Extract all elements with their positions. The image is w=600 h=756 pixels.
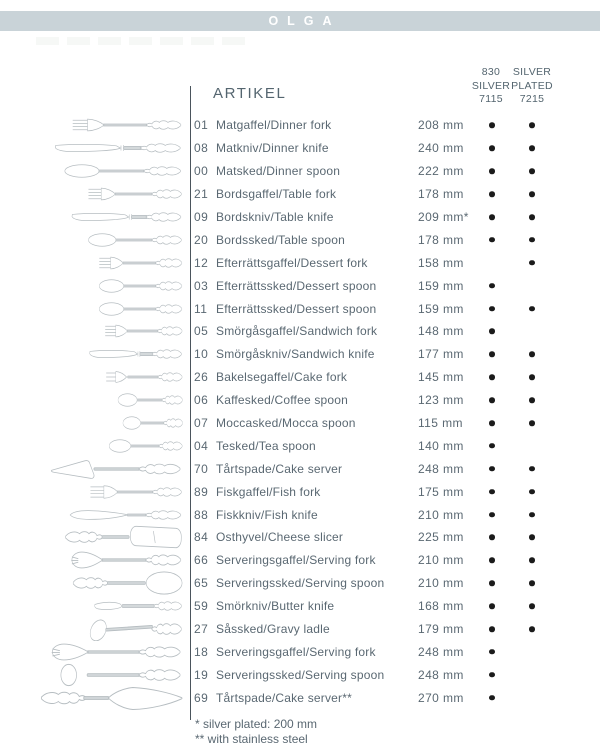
fork-icon: [0, 322, 187, 341]
dot-830-silver: [489, 535, 495, 541]
knife-icon: [0, 139, 187, 158]
serving-fork-icon: [0, 549, 187, 572]
item-size: 210 mm: [418, 507, 464, 522]
table-row: [0, 114, 600, 137]
table-row: [0, 160, 600, 183]
table-row: [0, 366, 600, 389]
item-size: 248 mm: [418, 644, 464, 659]
dot-830-silver: [489, 489, 495, 495]
item-name: Efterrättsgaffel/Dessert fork: [216, 255, 368, 270]
dot-silver-plated: [529, 352, 535, 358]
column-header-silver-plated-7215: [506, 66, 558, 107]
dot-830-silver: [489, 191, 495, 197]
table-row: [0, 526, 600, 549]
item-name: Smörkniv/Butter knife: [216, 599, 335, 614]
item-name: Bordsgaffel/Table fork: [216, 187, 337, 202]
dot-silver-plated: [529, 603, 535, 609]
dot-silver-plated: [529, 214, 535, 220]
item-code: 19: [194, 667, 209, 682]
table-row: [0, 549, 600, 572]
table-row: [0, 595, 600, 618]
item-code: 18: [194, 644, 209, 659]
footnote-stainless-steel: ** with stainless steel: [195, 732, 308, 746]
knife-icon: [0, 208, 187, 227]
dot-silver-plated: [529, 626, 535, 632]
dot-830-silver: [489, 146, 495, 152]
item-code: 12: [194, 255, 209, 270]
table-row: [0, 457, 600, 480]
item-size: 240 mm: [418, 141, 464, 156]
item-name: Tårtspade/Cake server: [216, 461, 343, 476]
item-size: 210 mm: [418, 576, 464, 591]
item-name: Bakelsegaffel/Cake fork: [216, 370, 348, 385]
column-header-line: 830: [481, 66, 501, 78]
item-name: Bordskniv/Table knife: [216, 210, 334, 224]
table-row: [0, 183, 600, 206]
butter-knife-icon: [0, 597, 187, 616]
table-row: [0, 320, 600, 343]
dot-830-silver: [489, 466, 495, 472]
dot-silver-plated: [529, 581, 535, 587]
item-name: Tesked/Tea spoon: [216, 438, 316, 453]
item-code: 05: [194, 324, 209, 339]
item-code: 01: [194, 118, 209, 133]
item-code: 11: [194, 301, 208, 316]
dot-830-silver: [489, 352, 495, 358]
item-code: 03: [194, 278, 209, 293]
item-code: 06: [194, 393, 209, 408]
item-name: Såssked/Gravy ladle: [216, 622, 330, 637]
dot-830-silver: [489, 420, 495, 426]
dot-silver-plated: [529, 168, 535, 174]
item-code: 66: [194, 553, 209, 568]
item-name: Efterrättssked/Dessert spoon: [216, 301, 377, 316]
item-code: 65: [194, 576, 209, 591]
table-row: [0, 618, 600, 641]
item-name: Smörgåsgaffel/Sandwich fork: [216, 324, 378, 339]
item-size: 225 mm: [418, 530, 464, 545]
item-size: 159 mm: [418, 301, 464, 316]
dot-830-silver: [489, 306, 495, 312]
table-row: [0, 297, 600, 320]
ladle-icon: [0, 617, 187, 641]
cake-server-large-icon: [0, 685, 187, 711]
item-name: Tårtspade/Cake server**: [216, 690, 352, 705]
item-size: 145 mm: [418, 370, 464, 385]
cheese-slicer-icon: [0, 525, 187, 549]
column-header-line: 7115: [479, 93, 503, 105]
item-size: 222 mm: [418, 164, 464, 179]
dot-silver-plated: [529, 512, 535, 518]
dot-830-silver: [489, 283, 495, 289]
table-row: [0, 572, 600, 595]
dot-830-silver: [489, 237, 495, 243]
serving-spoon-icon: [0, 571, 187, 595]
dot-silver-plated: [529, 466, 535, 472]
footnote-silver-plated: * silver plated: 200 mm: [195, 717, 318, 731]
item-size: 177 mm: [418, 347, 464, 362]
item-size: 175 mm: [418, 484, 464, 499]
dot-830-silver: [489, 672, 495, 678]
item-size: 208 mm: [418, 118, 464, 133]
table-row: [0, 206, 600, 229]
item-code: 88: [194, 507, 209, 522]
dot-830-silver: [489, 649, 495, 655]
article-table: [0, 114, 600, 709]
item-code: 04: [194, 438, 209, 453]
dot-830-silver: [489, 374, 495, 380]
column-header-line: SILVER: [512, 66, 552, 78]
dot-silver-plated: [529, 374, 535, 380]
spoon-icon: [0, 299, 187, 318]
dot-silver-plated: [529, 558, 535, 564]
dot-830-silver: [489, 581, 495, 587]
item-name: Serveringsgaffel/Serving fork: [216, 644, 376, 659]
item-size: 248 mm: [418, 667, 464, 682]
item-name: Kaffesked/Coffee spoon: [216, 393, 349, 408]
item-code: 21: [194, 187, 209, 202]
dot-silver-plated: [529, 260, 535, 266]
fish-fork-icon: [0, 482, 187, 501]
spoon-icon: [0, 276, 187, 295]
item-size: 210 mm: [418, 553, 464, 568]
item-code: 10: [194, 347, 209, 362]
item-size: 123 mm: [418, 393, 464, 408]
column-header-line: 7215: [519, 93, 545, 105]
dot-830-silver: [489, 168, 495, 174]
dot-silver-plated: [529, 489, 535, 495]
dot-silver-plated: [529, 535, 535, 541]
dot-silver-plated: [529, 146, 535, 152]
item-size: 248 mm: [418, 461, 464, 476]
dot-830-silver: [489, 603, 495, 609]
item-name: Fiskgaffel/Fish fork: [216, 484, 321, 499]
pattern-name: OLGA: [268, 14, 341, 28]
spoon-icon: [0, 391, 187, 410]
item-code: 89: [194, 484, 209, 499]
item-code: 26: [194, 370, 209, 385]
item-size: 209 mm*: [418, 210, 469, 224]
dot-830-silver: [489, 123, 495, 129]
item-size: 148 mm: [418, 324, 464, 339]
dot-silver-plated: [529, 306, 535, 312]
cake-server-icon: [0, 458, 187, 480]
item-size: 168 mm: [418, 599, 464, 614]
item-name: Matsked/Dinner spoon: [216, 164, 341, 179]
item-size: 158 mm: [418, 255, 464, 270]
item-size: 179 mm: [418, 622, 464, 637]
serving-fork-icon: [0, 640, 187, 663]
item-code: 59: [194, 599, 209, 614]
footnotes: [195, 717, 317, 747]
fish-knife-icon: [0, 505, 187, 524]
table-row: [0, 434, 600, 457]
table-row: [0, 251, 600, 274]
item-code: 09: [194, 210, 209, 224]
item-name: Osthyvel/Cheese slicer: [216, 530, 344, 545]
table-row: [0, 663, 600, 686]
dot-silver-plated: [529, 191, 535, 197]
item-size: 178 mm: [418, 232, 464, 247]
serving-spoon-round-icon: [0, 663, 187, 687]
dot-830-silver: [489, 214, 495, 220]
fork-icon: [0, 116, 187, 135]
spoon-icon: [0, 414, 187, 433]
dot-silver-plated: [529, 237, 535, 243]
dot-830-silver: [489, 329, 495, 335]
item-size: 159 mm: [418, 278, 464, 293]
item-code: 07: [194, 416, 209, 431]
item-name: Serveringssked/Serving spoon: [216, 667, 385, 682]
table-row: [0, 686, 600, 709]
knife-icon: [0, 345, 187, 364]
item-code: 70: [194, 461, 209, 476]
item-name: Moccasked/Mocca spoon: [216, 416, 356, 431]
table-row: [0, 137, 600, 160]
spoon-icon: [0, 162, 187, 181]
dot-830-silver: [489, 397, 495, 403]
dot-silver-plated: [529, 397, 535, 403]
item-size: 115 mm: [418, 416, 463, 431]
table-row: [0, 503, 600, 526]
item-code: 69: [194, 690, 209, 705]
cake-fork-icon: [0, 368, 187, 387]
dot-830-silver: [489, 443, 495, 449]
item-code: 27: [194, 622, 209, 637]
dot-830-silver: [489, 512, 495, 518]
dot-830-silver: [489, 626, 495, 632]
item-size: 178 mm: [418, 187, 464, 202]
artikel-heading: ARTIKEL: [213, 85, 287, 102]
table-row: [0, 480, 600, 503]
item-size: 270 mm: [418, 690, 464, 705]
dot-silver-plated: [529, 123, 535, 129]
item-name: Matgaffel/Dinner fork: [216, 118, 332, 133]
item-code: 08: [194, 141, 209, 156]
item-name: Smörgåskniv/Sandwich knife: [216, 347, 375, 362]
table-row: [0, 228, 600, 251]
spoon-icon: [0, 230, 187, 249]
pattern-banner: [0, 11, 600, 31]
item-code: 84: [194, 530, 209, 545]
item-name: Bordssked/Table spoon: [216, 232, 345, 247]
dot-830-silver: [489, 558, 495, 564]
table-row: [0, 389, 600, 412]
dot-silver-plated: [529, 420, 535, 426]
table-row: [0, 412, 600, 435]
spoon-icon: [0, 436, 187, 455]
item-code: 20: [194, 232, 209, 247]
item-name: Serveringssked/Serving spoon: [216, 576, 385, 591]
column-header-line: SILVER: [471, 79, 511, 92]
print-through-artifact: [36, 37, 248, 45]
fork-icon: [0, 253, 187, 272]
table-row: [0, 640, 600, 663]
table-row: [0, 343, 600, 366]
item-code: 00: [194, 164, 209, 179]
item-name: Efterrättssked/Dessert spoon: [216, 278, 377, 293]
fork-icon: [0, 185, 187, 204]
table-row: [0, 274, 600, 297]
item-name: Matkniv/Dinner knife: [216, 141, 329, 156]
column-header-line: PLATED: [511, 79, 553, 92]
item-size: 140 mm: [418, 438, 464, 453]
dot-830-silver: [489, 695, 495, 701]
item-name: Serveringsgaffel/Serving fork: [216, 553, 376, 568]
item-name: Fiskkniv/Fish knife: [216, 507, 318, 522]
